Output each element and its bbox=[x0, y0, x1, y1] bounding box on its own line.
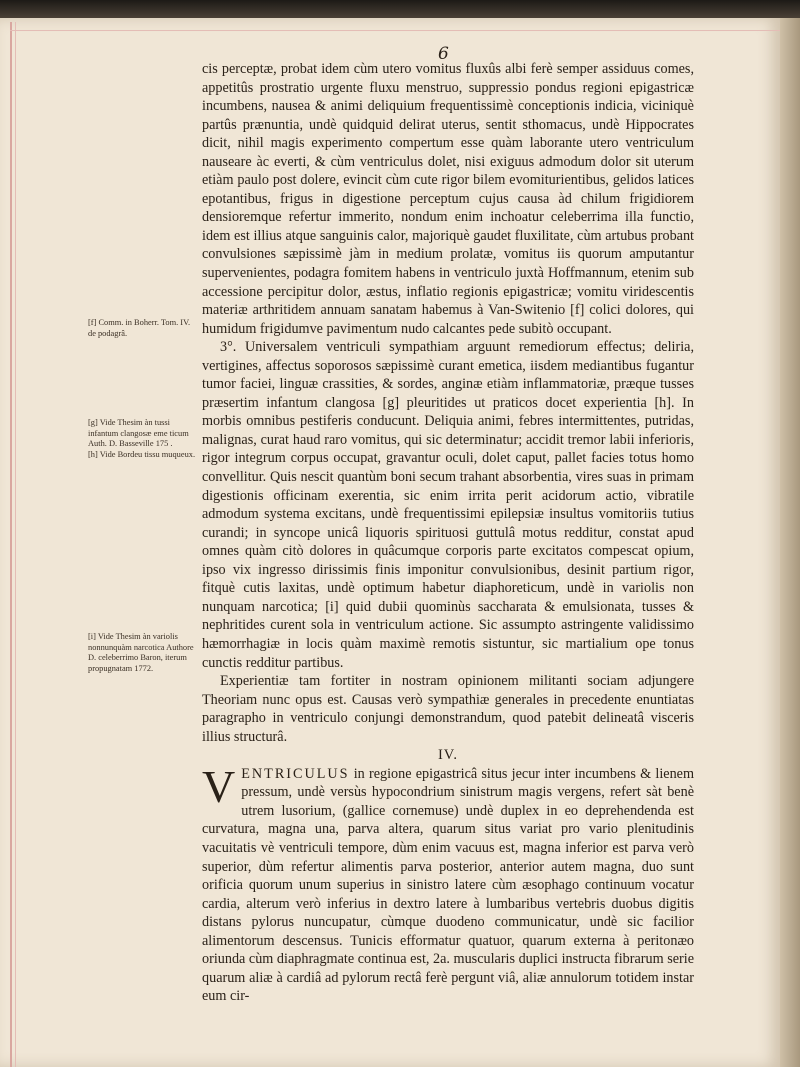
margin-rule-inner bbox=[15, 22, 16, 1067]
margin-rule bbox=[10, 22, 12, 1067]
top-rule bbox=[10, 30, 780, 31]
main-text bbox=[202, 60, 694, 1006]
margin-note-g: [g] Vide Thesim àn tussi infantum clangosæ eme ticum Auth. D. Basseville 175 . bbox=[88, 418, 189, 449]
page-fold-edge bbox=[780, 18, 800, 1067]
section-heading: IV. bbox=[437, 747, 459, 764]
margin-note-h: [h] Vide Bordeu tissu muqueux. bbox=[88, 449, 196, 459]
margin-note-f: [f] Comm. in Boherr. Tom. IV. de podagrâ. bbox=[88, 318, 191, 338]
margin-note-g-h bbox=[88, 418, 196, 460]
paragraph-2: 3°. Universalem ventriculi sympathiam arguunt remediorum effectus; deliria, vertigines, affectus soporosos sæpissimè curant emetica, iisdem mediantibus fugantur tumor faciei, linguæ crassities, & sordes, anginæ etiàm inflammatoriæ, præque tusses præsertim infantum clangosa [g] pleuritides ut praticos docet experientia [h]. In morbis omnibus pestiferis conducunt. Deliquia animi, febres intermittentes, putridas, malignas, curat haud raro vomitus, qui sic determinatur; accidit tremor labii inferioris, rigor integrum corpus occupat, gravantur oculi, dolet caput, pallet facies totus homo convellitur. Quis nescit quantùm boni secum trahant absorbentia, vires suas in primam digestionis officinam exerentia, sic enim irrita perit acidorum actio, vibratile admodum systema excitans, undè frequentissimi epilepsiæ insultus vomitoriis tutius curandi; in syncope unicâ liquoris spirituosi guttulâ motus redditur, constat apud omnes quàm citò dolores in quâcumque corporis parte excitatos compescat opium, ipso vix ingresso dirissimis finis imponitur convulsionibus, desinit partium rigor, fitquè cutis laxitas, undè optimum habetur diaphoreticum, undè in variolis non nunquam narcotica; [i] quid dubii quominùs saccharata & emulsionata, tusses & nephritides curent sola in ventriculum actione. Sic assumpto astringente validissimo hæmorrhagiæ in locis quàm maximè remotis sistuntur, sic martialium ope tonus cunctis redditur partibus. bbox=[202, 339, 694, 671]
drop-cap: V bbox=[202, 760, 236, 812]
page-number: 6 bbox=[438, 44, 449, 64]
section-paragraph bbox=[202, 760, 694, 1006]
paragraph-3: Experientiæ tam fortiter in nostram opinionem militanti sociam adjungere Theoriam nunc opus est. Causas verò sympathiæ generales in precedente enuntiatas paragrapho in ventriculo conjungi demonstrandum, quod patebit delineatâ visceris illius structurâ. bbox=[202, 673, 694, 745]
margin-note-i: [i] Vide Thesim àn variolis nonnunquàm narcotica Authore D. celeberrimo Baron, iterum propugnatam 1772. bbox=[88, 632, 194, 673]
paragraph-1: cis perceptæ, probat idem cùm utero vomitus fluxûs albi ferè semper assiduus comes, appetitûs prostratio urgente fluxu menstruo, suppressio pondus regioni epigastricæ incumbens, nausea & animi deliquium frequentissimè conceptionis indicia, viciniquè partûs prænuntia, undè quidquid delirat uterus, sentit sthomacus, undè Hippocrates dicit, nihil magis experimento compertum esse quàm laborante utero ventriculum nauseare àc everti, & cùm ventriculus dolet, nisi exiguus admodum dolor sit uterum etiàm paulo post dolere, evincit cùm cute rigor bilem evomiturientibus, gelidos latices epotantibus, frigus in digestione perceptum cujus causa àd chilum frigidiorem densioremque refertur immerito, nondum enim inchoatur celeberrima illa functio, idem est illius atque sanguinis calor, majoriquè gaudet fluxilitate, cùm artubus probant convulsiones sæpissimè jàm in medium prolatæ, vomitus iis quorum amputantur supervenientes, podagra fomitem habens in ventriculo juxtà Hoffmannum, etenim sub accessione percipitur dolor, æstus, inflatio regionis epigastricæ; vomitu viridescentis materiæ arthritidem annuam sanatam habemus à Van-Switenio [f] colici dolores, qui humidum frigidumve pavimentum nudo calcantes pede subitò occupant. bbox=[202, 61, 694, 337]
section-text: in regione epigastricâ situs jecur inter incumbens & lienem pressum, undè versùs hypocondrium sinistrum magis vergens, refert sàt benè utrem lusorium, (gallice cornemuse) undè duplex in eo deprehendenda est curvatura, magna una, parva altera, quarum situs variat pro vario plenitudinis vacuitatis vè ventriculi tempore, dùm enim vacuus est, magna inferior est parva verò superior, dùm refertur alimentis parva posterior, anterior autem magna, duo sunt orificia quorum unum superius in sinistro latere cùm æsophago continuum vocatur cardia, alterum verò inferius in dextro latere à lumbaribus vertebris duobus digitis distans pylorus nuncupatur, cùmque duodeno communicatur, undè sic facilior alimentorum descensus. Tunicis efformatur quatuor, quarum externa à peritonæo oriunda cùm diaphragmate continua est, 2a. muscularis duplici instructa fibrarum serie quarum aliæ à cardiâ ad pylorum rectâ ferè pergunt viâ, aliæ annulorum totidem instar eum cir- bbox=[202, 765, 694, 1005]
section-first-word: ENTRICULUS bbox=[241, 765, 350, 782]
book-binding-shadow bbox=[0, 0, 800, 18]
